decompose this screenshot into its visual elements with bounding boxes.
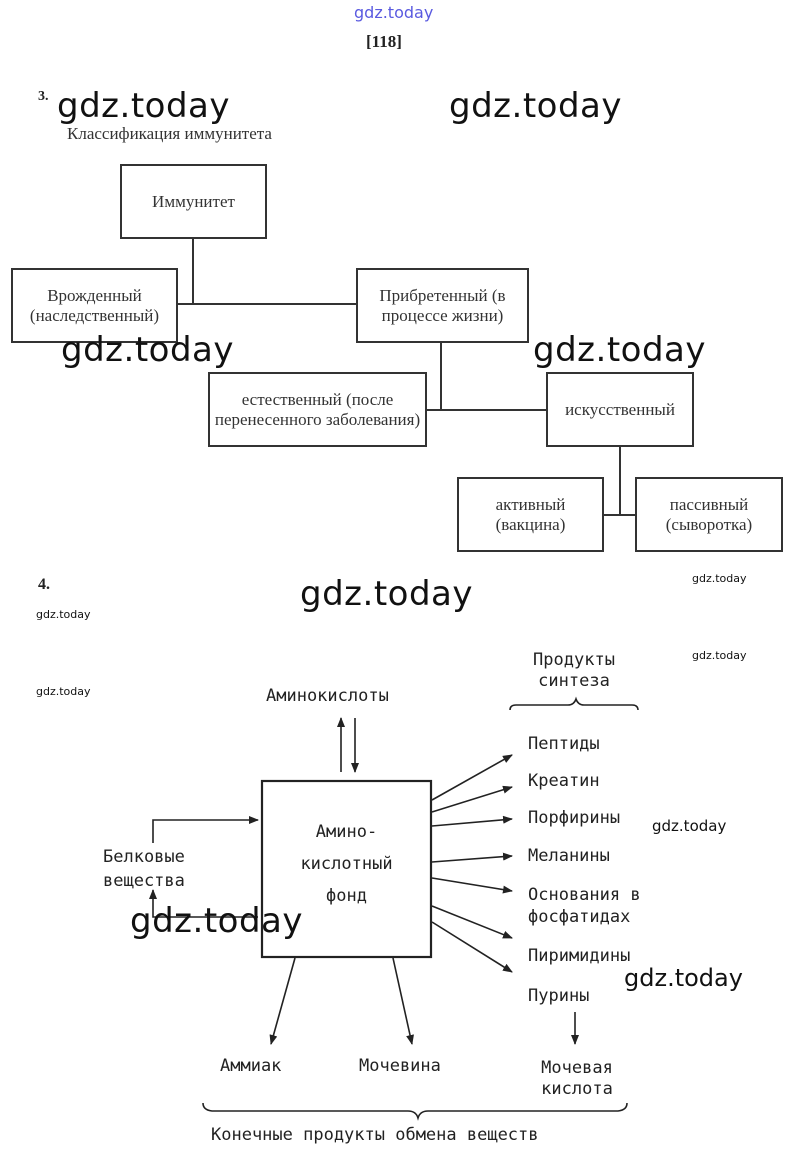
synthesis-header-line-1: Продукты	[533, 650, 615, 670]
box-artificial-label: искусственный	[565, 399, 675, 419]
uric-acid-line-1: Мочевая	[541, 1058, 613, 1078]
pool-line-2: кислотный	[300, 854, 393, 874]
box-active	[457, 477, 604, 552]
page-number: [118]	[366, 32, 402, 51]
box-acquired	[356, 268, 529, 343]
watermark-text: gdz.today	[36, 608, 91, 621]
box-innate-label: Врожденный (наследственный)	[29, 285, 160, 325]
label-uric-acid	[522, 1058, 632, 1100]
label-protein-substances	[103, 845, 185, 893]
synthesis-product: Креатин	[528, 771, 600, 791]
label-amino-acid-pool	[262, 816, 431, 912]
label-urea: Мочевина	[359, 1056, 441, 1076]
synthesis-product: Основания в	[528, 885, 641, 905]
label-end-products-caption: Конечные продукты обмена веществ	[211, 1125, 539, 1145]
synthesis-header-line-2: синтеза	[538, 671, 610, 691]
box-immunity-label: Иммунитет	[152, 191, 235, 211]
watermark-text: gdz.today	[57, 86, 230, 126]
box-immunity	[120, 164, 267, 239]
box-acquired-label: Прибретенный (в процессе жизни)	[379, 285, 506, 325]
synthesis-product: Пиримидины	[528, 946, 631, 966]
synthesis-product: Пурины	[528, 986, 590, 1006]
box-natural-label: естественный (после перенесенного заболевания)	[214, 389, 421, 429]
protein-line-1: Белковые	[103, 847, 185, 867]
watermark-text: gdz.today	[533, 330, 706, 370]
watermark-text: gdz.today	[36, 685, 91, 698]
site-mark: gdz.today	[354, 3, 434, 22]
watermark-text: gdz.today	[624, 964, 743, 992]
synthesis-product: Порфирины	[528, 808, 621, 828]
uric-acid-line-2: кислота	[541, 1079, 613, 1099]
protein-line-2: вещества	[103, 871, 185, 891]
watermark-text: gdz.today	[300, 574, 473, 614]
watermark-text: gdz.today	[130, 901, 303, 941]
synthesis-product: фосфатидах	[528, 907, 631, 927]
section-4-number: 4.	[38, 576, 50, 593]
label-amino-acids: Аминокислоты	[266, 686, 389, 706]
label-synthesis-products	[510, 650, 638, 692]
synthesis-product: Меланины	[528, 846, 610, 866]
watermark-text: gdz.today	[692, 649, 747, 662]
pool-line-3: фонд	[326, 886, 367, 906]
box-active-label: активный (вакцина)	[495, 494, 566, 534]
watermark-text: gdz.today	[692, 572, 747, 585]
section-3-title: Классификация иммунитета	[67, 124, 272, 143]
box-natural	[208, 372, 427, 447]
watermark-text: gdz.today	[61, 330, 234, 370]
section-3-number: 3.	[38, 89, 49, 104]
box-passive	[635, 477, 783, 552]
box-artificial	[546, 372, 694, 447]
pool-line-1: Амино-	[315, 822, 378, 842]
label-ammonia: Аммиак	[220, 1056, 282, 1076]
box-passive-label: пассивный (сыворотка)	[665, 494, 753, 534]
watermark-text: gdz.today	[652, 817, 727, 835]
watermark-text: gdz.today	[449, 86, 622, 126]
synthesis-product: Пептиды	[528, 734, 600, 754]
